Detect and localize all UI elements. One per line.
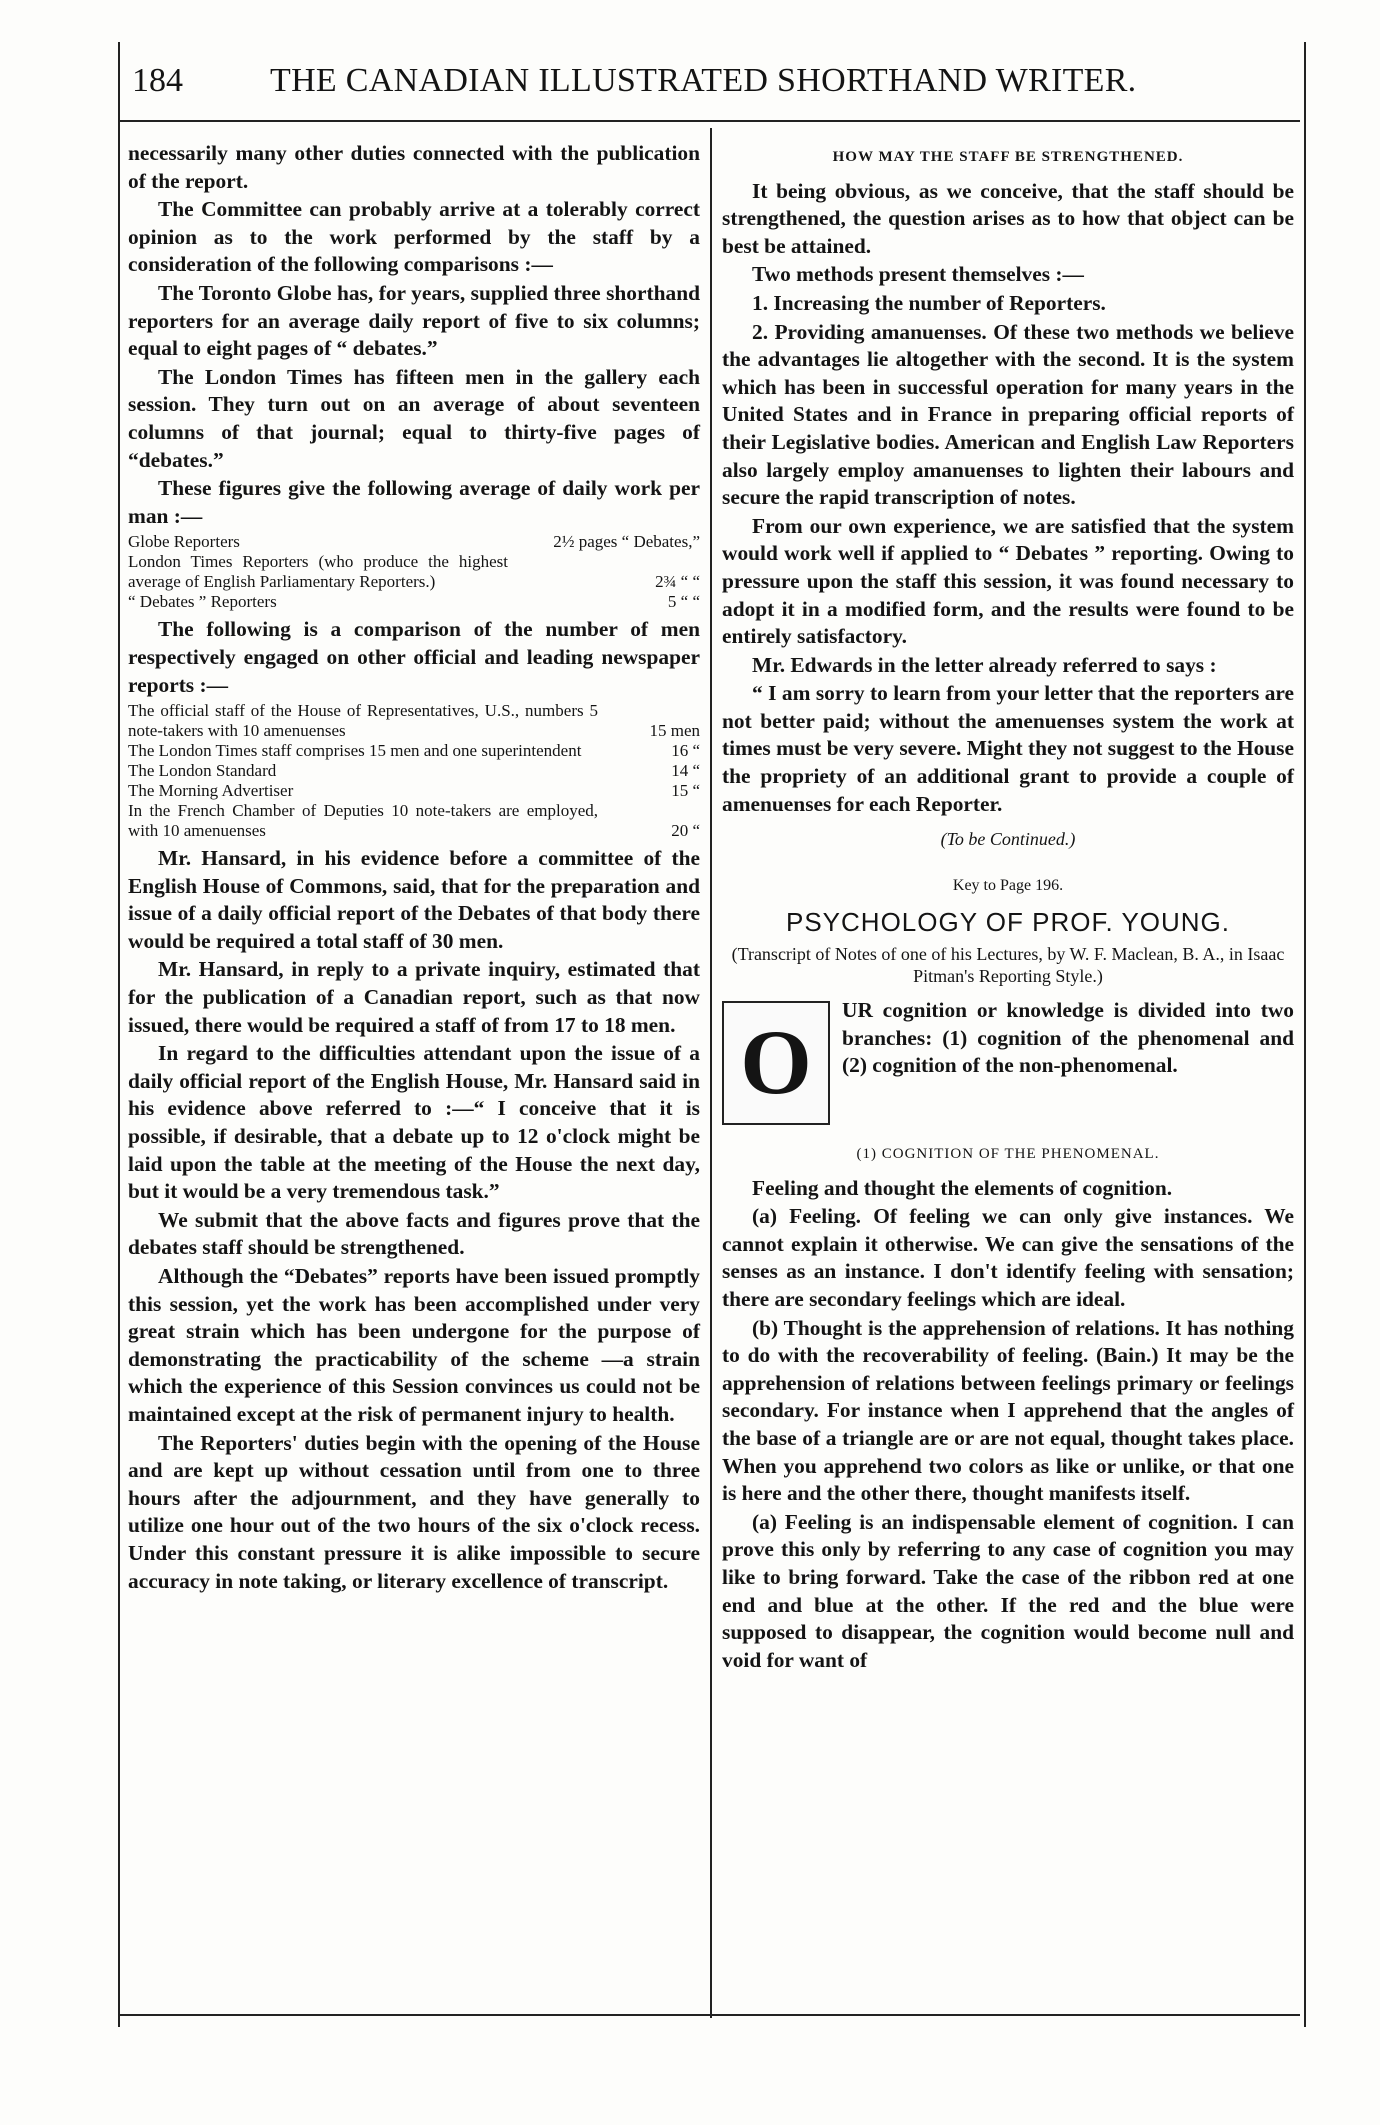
row-value: 15 “ bbox=[671, 781, 700, 801]
paragraph: Feeling and thought the elements of cognition. bbox=[752, 1175, 1173, 1200]
table-row bbox=[128, 532, 700, 552]
paragraph: UR cognition or knowledge is divided into two branches: (1) cognition of the phenomenal and (2) cognition of the non-phenomenal. bbox=[842, 998, 1294, 1078]
paragraph: necessarily many other duties connected with the publication of the report. bbox=[128, 141, 700, 193]
table-row bbox=[128, 801, 700, 841]
row-label: Globe Reporters bbox=[128, 532, 240, 552]
paragraph: The London Times has fifteen men in the gallery each session. They turn out on an average of about seventeen columns of that journal; equal to thirty-five pages of “debates.” bbox=[128, 364, 700, 472]
paragraph: The following is a comparison of the number of men respectively engaged on other official and leading newspaper reports :— bbox=[128, 617, 700, 697]
staff-table bbox=[128, 701, 700, 841]
paragraph: Mr. Hansard, in his evidence before a committee of the English House of Commons, said, that for the preparation and issue of a daily official report of the Debates of that body there would be required a total staff of 30 men. bbox=[128, 846, 700, 953]
table-row bbox=[128, 741, 700, 761]
paragraph: These figures give the following average of daily work per man :— bbox=[128, 476, 700, 528]
row-label: “ Debates ” Reporters bbox=[128, 592, 277, 612]
paragraph: Mr. Hansard, in reply to a private inquiry, estimated that for the publication of a Canadian report, such as that now issued, there would be required a staff of from 17 to 18 men. bbox=[128, 957, 700, 1037]
paragraph: (a) Feeling is an indispensable element of cognition. I can prove this only by referring to any case of cognition you may like to bring forward. Take the case of the ribbon red at one end and blue at the other. If the red and the blue were supposed to disappear, the cognition would become null and void for want of bbox=[722, 1509, 1294, 1672]
row-value: 2¾ “ “ bbox=[655, 572, 700, 592]
row-label: In the French Chamber of Deputies 10 note-takers are employed, with 10 amenuenses bbox=[128, 801, 598, 841]
paragraph: It being obvious, as we conceive, that the staff should be strengthened, the question arises as to how that object can be best be attained. bbox=[722, 178, 1294, 258]
row-value: 5 “ “ bbox=[667, 592, 700, 612]
column-divider bbox=[710, 128, 712, 2018]
paragraph: 2. Providing amanuenses. Of these two methods we believe the advantages lie altogether with the second. It is the system which has been in successful operation for many years in the United States and in France in preparing official reports of their Legislative bodies. American and English Law Reporters also largely employ amanuenses to lighten their labours and secure the rapid transcription of notes. bbox=[722, 319, 1294, 510]
page-number: 184 bbox=[132, 62, 183, 99]
row-label: London Times Reporters (who produce the highest average of English Parliamentary Reporters.) bbox=[128, 552, 508, 592]
row-value: 2½ pages “ Debates,” bbox=[553, 532, 700, 552]
paragraph: In regard to the difficulties attendant upon the issue of a daily official report of the English House, Mr. Hansard said in his evidence above referred to :—“ I conceive that it is possible, if desirable, that a debate up to 12 o'clock might be laid upon the table at the meeting of the House the next day, but it would be a very tremendous task.” bbox=[128, 1041, 700, 1204]
row-value: 14 “ bbox=[671, 761, 700, 781]
table-row bbox=[128, 552, 700, 592]
paragraph: The Committee can probably arrive at a tolerably correct opinion as to the work performed by the staff by a consideration of the following comparisons :— bbox=[128, 197, 700, 277]
paragraph: The Reporters' duties begin with the opening of the House and are kept up without cessation until from one to three hours after the adjournment, and they have generally to utilize one hour out of the two hours of the six o'clock recess. Under this constant pressure it is alike impossible to secure accuracy in note taking, or literary excellence of transcript. bbox=[128, 1430, 700, 1593]
left-column bbox=[128, 140, 700, 1596]
section-subheading: (1) COGNITION OF THE PHENOMENAL. bbox=[856, 1146, 1160, 1163]
paragraph: Although the “Debates” reports have been issued promptly this session, yet the work has been accomplished under very great strain which has been undergone for the purpose of demonstrating the practicability of the scheme —a strain which the experience of this Session convinces us could not be maintained except at the risk of permanent injury to health. bbox=[128, 1264, 700, 1426]
article-caption: (Transcript of Notes of one of his Lectures, by W. F. Maclean, B. A., in Isaac Pitman's Reporting Style.) bbox=[731, 944, 1285, 987]
paragraph: From our own experience, we are satisfied that the system would work well if applied to “ Debates ” reporting. Owing to pressure upon the staff this session, it was found necessary to adopt it in a modified form, and the results were found to be entirely satisfactory. bbox=[722, 513, 1294, 649]
row-label: The official staff of the House of Representatives, U.S., numbers 5 note-takers with 10 amenuenses bbox=[128, 701, 598, 741]
paragraph: “ I am sorry to learn from your letter that the reporters are not better paid; without the amenuenses system the work at times must be very severe. Might they not suggest to the House the propriety of an additional grant to provide a couple of amenuenses for each Reporter. bbox=[722, 681, 1294, 816]
paragraph: We submit that the above facts and figures prove that the debates staff should be strengthened. bbox=[128, 1207, 700, 1260]
header-rule bbox=[120, 120, 1300, 122]
paragraph: Two methods present themselves :— bbox=[752, 262, 1084, 287]
opening-paragraph bbox=[722, 997, 1294, 1137]
article-title: PSYCHOLOGY OF PROF. YOUNG. bbox=[785, 907, 1231, 938]
bottom-rule bbox=[120, 2014, 1300, 2016]
to-be-continued: (To be Continued.) bbox=[940, 829, 1076, 850]
key-reference: Key to Page 196. bbox=[952, 876, 1064, 894]
paragraph: (a) Feeling. Of feeling we can only give instances. We cannot explain it otherwise. We can give the sensations of the senses as an instance. I don't identify feeling with sensation; there are secondary feelings which are ideal. bbox=[722, 1204, 1294, 1311]
table-row bbox=[128, 781, 700, 801]
row-value: 16 “ bbox=[671, 741, 700, 761]
average-table bbox=[128, 532, 700, 612]
row-label: The London Standard bbox=[128, 761, 277, 781]
row-value: 20 “ bbox=[671, 821, 700, 841]
running-head: THE CANADIAN ILLUSTRATED SHORTHAND WRITER. bbox=[270, 62, 1137, 99]
row-label: The Morning Advertiser bbox=[128, 781, 294, 801]
paragraph: The Toronto Globe has, for years, supplied three shorthand reporters for an average daily report of five to six columns; equal to eight pages of “ debates.” bbox=[128, 280, 700, 361]
drop-cap: O bbox=[722, 1001, 830, 1125]
table-row bbox=[128, 701, 700, 741]
paragraph: (b) Thought is the apprehension of relations. It has nothing to do with the recoverability of feeling. (Bain.) It may be the apprehension of relations between feelings primary or feelings secondary. For instance when I apprehend that the angles of the base of a triangle are or are not equal, thought takes place. When you apprehend two colors as like or unlike, or that one is here and the other there, thought manifests itself. bbox=[722, 1315, 1294, 1506]
row-label: The London Times staff comprises 15 men and one superintendent bbox=[128, 741, 582, 761]
section-heading: HOW MAY THE STAFF BE STRENGTHENED. bbox=[832, 149, 1184, 165]
paragraph: Mr. Edwards in the letter already referred to says : bbox=[752, 652, 1217, 677]
table-row bbox=[128, 761, 700, 781]
row-value: 15 men bbox=[649, 721, 700, 741]
right-column bbox=[722, 140, 1294, 1675]
table-row bbox=[128, 592, 700, 612]
paragraph: 1. Increasing the number of Reporters. bbox=[752, 290, 1106, 315]
